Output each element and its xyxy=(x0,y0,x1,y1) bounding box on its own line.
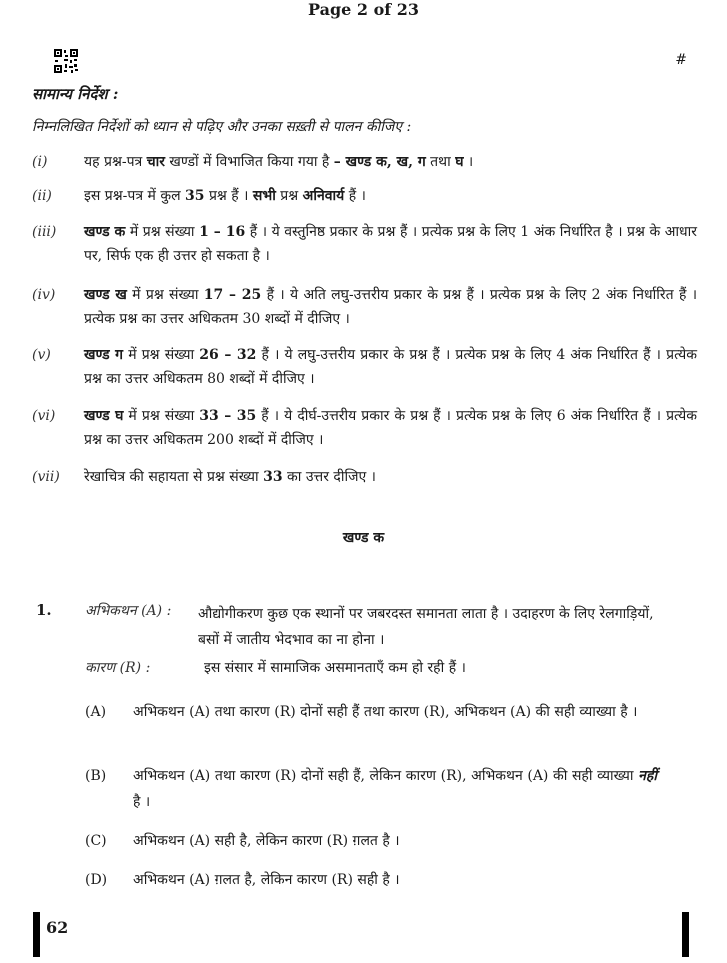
right-border-bar xyxy=(682,912,689,957)
instruction-text: खण्ड क में प्रश्न संख्या 1 – 16 हैं । ये वस्तुनिष्ठ प्रकार के प्रश्न हैं । प्रत्येक प्रश्न के लिए 1 अंक निर्धारित है । प्रश्न के आधार पर, सिर्फ एक ही उत्तर हो सकता है । xyxy=(84,224,698,264)
option-text: अभिकथन (A) ग़लत है, लेकिन कारण (R) सही है । xyxy=(133,872,400,888)
page-number: Page 2 of 23 xyxy=(308,0,419,19)
instruction-item xyxy=(32,150,697,174)
section-title: खण्ड क xyxy=(342,530,385,546)
instruction-text: खण्ड ग में प्रश्न संख्या 26 – 32 हैं । ये लघु-उत्तरीय प्रकार के प्रश्न हैं । प्रत्येक प्रश्न के लिए 4 अंक निर्धारित हैं । प्रत्येक प्रश्न का उत्तर अधिकतम 80 शब्दों में दीजिए । xyxy=(84,347,698,387)
option-label: (D) xyxy=(85,872,108,888)
instruction-text: खण्ड ख में प्रश्न संख्या 17 – 25 हैं । ये अति लघु-उत्तरीय प्रकार के प्रश्न हैं । प्रत्येक प्रश्न के लिए 2 अंक निर्धारित हैं । प्रत्येक प्रश्न का उत्तर अधिकतम 30 शब्दों में दीजिए । xyxy=(84,287,698,327)
instruction-number: (v) xyxy=(32,347,51,363)
instruction-item xyxy=(32,184,697,208)
instruction-text: खण्ड घ में प्रश्न संख्या 33 – 35 हैं । ये दीर्घ-उत्तरीय प्रकार के प्रश्न हैं । प्रत्येक प्रश्न के लिए 6 अंक निर्धारित हैं । प्रत्येक प्रश्न का उत्तर अधिकतम 200 शब्दों में दीजिए । xyxy=(84,408,697,448)
instruction-item xyxy=(32,404,697,452)
instruction-text: इस प्रश्न-पत्र में कुल 35 प्रश्न हैं । सभी प्रश्न अनिवार्य हैं । xyxy=(84,188,366,204)
answer-option[interactable] xyxy=(85,867,657,893)
reason-text: इस संसार में सामाजिक असमानताएँ कम हो रही हैं । xyxy=(204,660,466,676)
left-border-bar xyxy=(33,912,40,957)
assertion-label: अभिकथन (A) : xyxy=(85,603,172,619)
instruction-number: (ii) xyxy=(32,188,52,204)
instruction-item xyxy=(32,283,697,331)
option-label: (C) xyxy=(85,833,107,849)
option-text: अभिकथन (A) सही है, लेकिन कारण (R) ग़लत है । xyxy=(133,833,400,849)
instruction-number: (vii) xyxy=(32,469,60,485)
option-label: (A) xyxy=(85,704,107,720)
page-marker: # xyxy=(675,52,687,68)
option-text: अभिकथन (A) तथा कारण (R) दोनों सही हैं तथा कारण (R), अभिकथन (A) की सही व्याख्या है । xyxy=(133,704,638,720)
instruction-text: रेखाचित्र की सहायता से प्रश्न संख्या 33 का उत्तर दीजिए । xyxy=(84,469,376,485)
instruction-item xyxy=(32,465,697,489)
instruction-number: (iii) xyxy=(32,224,57,240)
option-text: अभिकथन (A) तथा कारण (R) दोनों सही हैं, लेकिन कारण (R), अभिकथन (A) की सही व्याख्या नहीं है । xyxy=(133,768,657,810)
qr-code-icon xyxy=(53,48,79,74)
instruction-item xyxy=(32,220,697,268)
option-label: (B) xyxy=(85,768,107,784)
instruction-item xyxy=(32,343,697,391)
instruction-text: यह प्रश्न-पत्र चार खण्डों में विभाजित किया गया है – खण्ड क, ख, ग तथा घ । xyxy=(84,154,474,170)
assertion-text: औद्योगीकरण कुछ एक स्थानों पर जबरदस्त समानता लाता है । उदाहरण के लिए रेलगाड़ियों, बसों में जातीय भेदभाव का ना होना । xyxy=(198,606,654,648)
instructions-heading: सामान्य निर्देश : xyxy=(32,85,119,103)
answer-option[interactable] xyxy=(85,763,657,815)
instruction-number: (i) xyxy=(32,154,48,170)
answer-option[interactable] xyxy=(85,699,657,725)
paper-code: 62 xyxy=(46,918,69,937)
question-number: 1. xyxy=(36,601,52,619)
answer-option[interactable] xyxy=(85,828,657,854)
reason-label: कारण (R) : xyxy=(85,660,151,676)
instruction-number: (vi) xyxy=(32,408,56,424)
instruction-number: (iv) xyxy=(32,287,56,303)
instructions-intro: निम्नलिखित निर्देशों को ध्यान से पढ़िए और उनका सख़्ती से पालन कीजिए : xyxy=(32,119,412,135)
